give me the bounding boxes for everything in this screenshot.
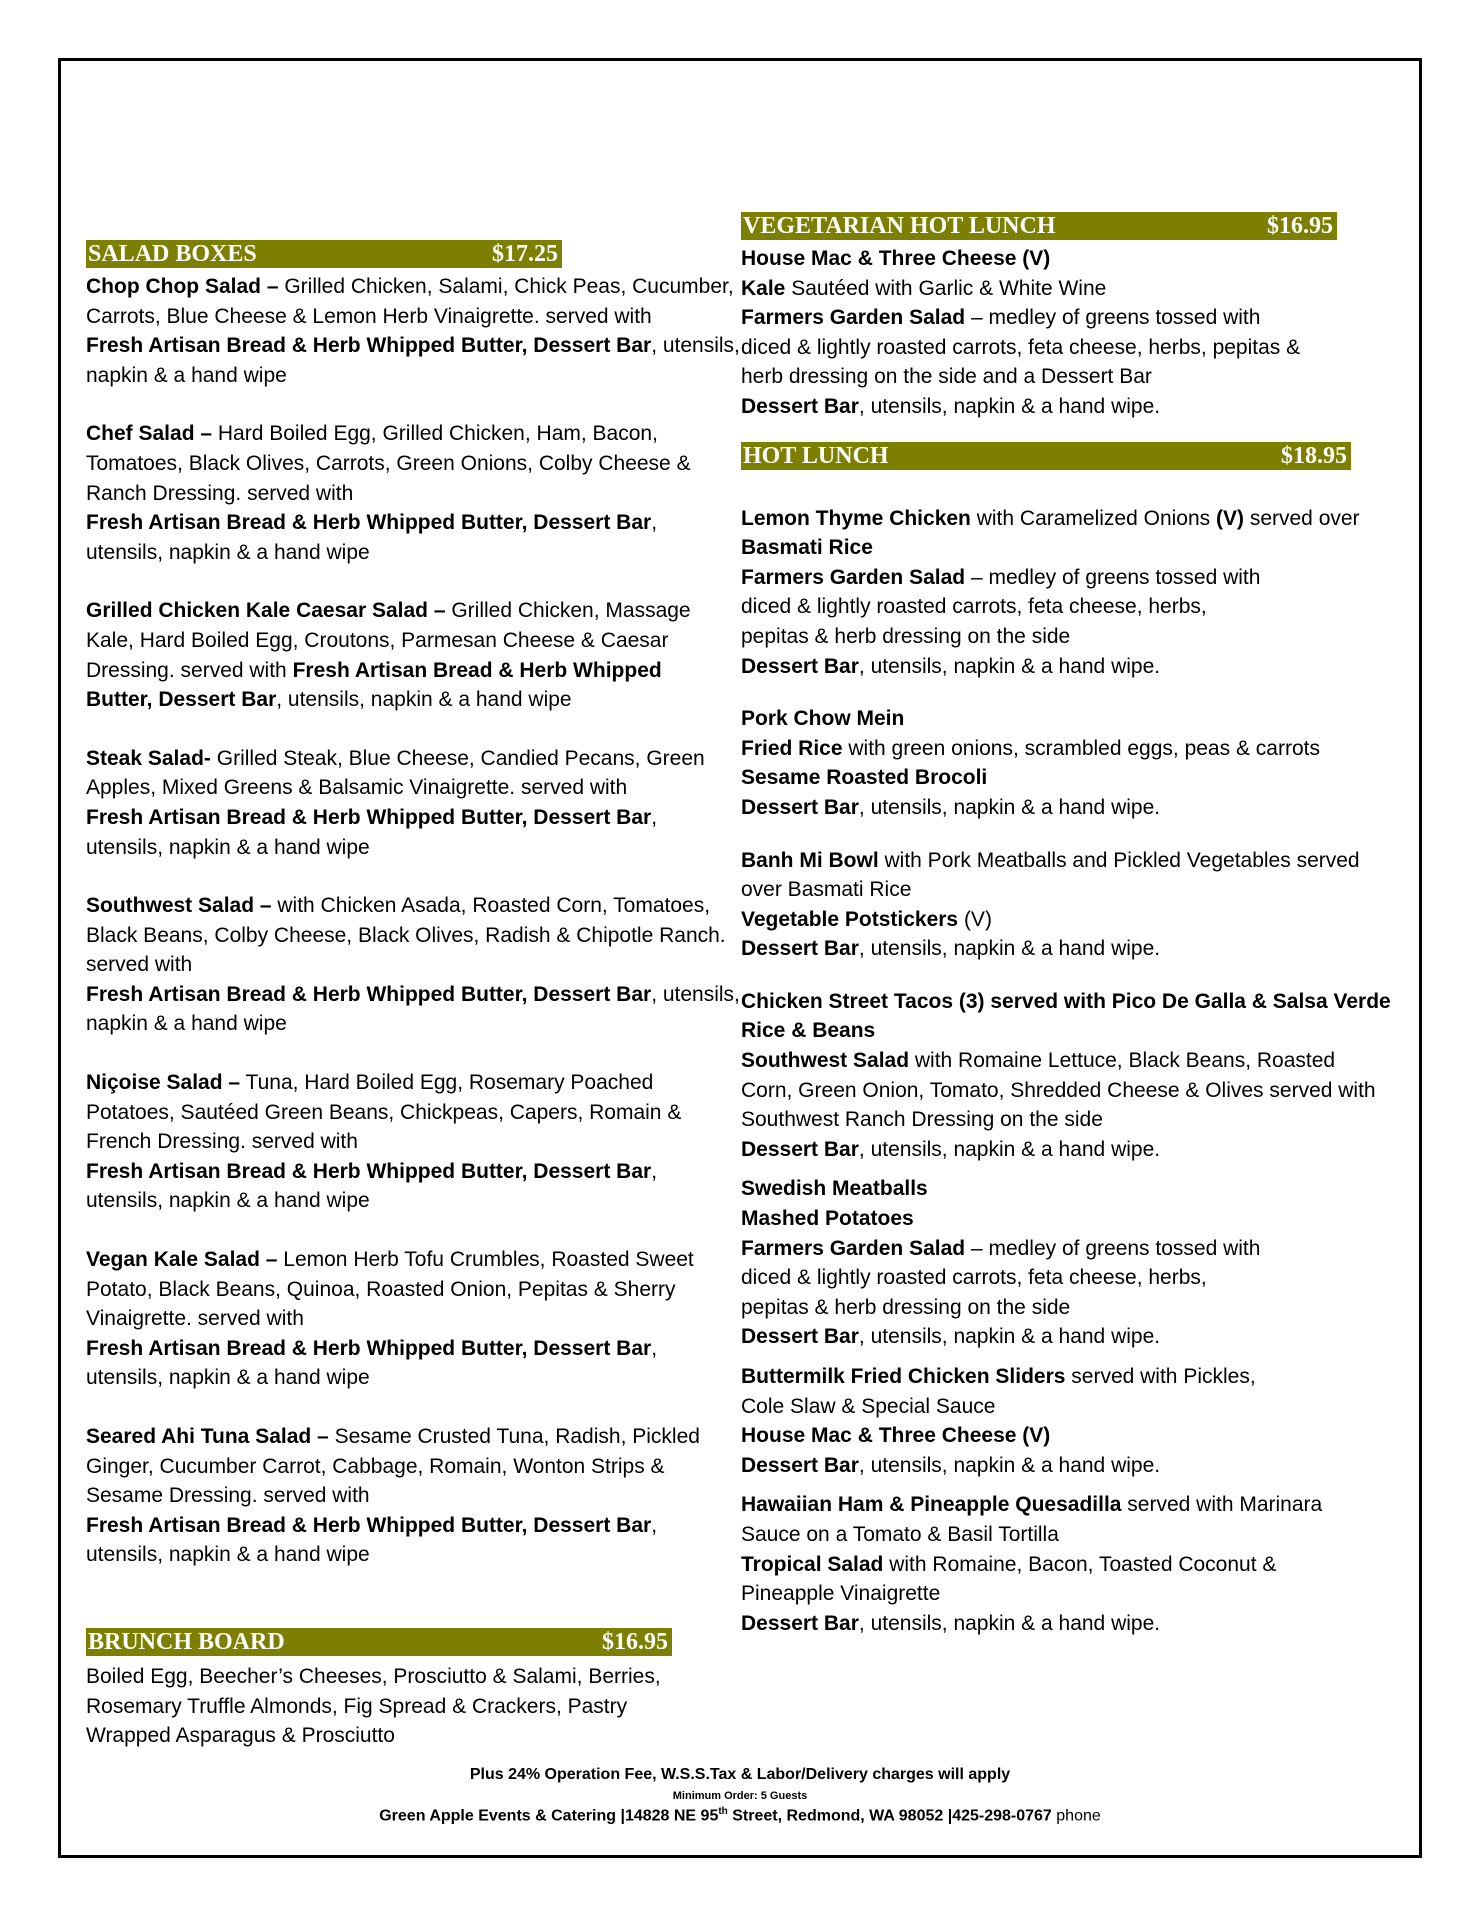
item-side: Rice & Beans — [741, 1019, 876, 1043]
item-desc: Grilled Chicken, Massage Kale, Hard Boiled Egg, Croutons, Parmesan Cheese & Caesar Dressing. served with — [86, 599, 691, 682]
item-name: Southwest Salad – — [86, 894, 272, 918]
item-side: Basmati Rice — [741, 536, 873, 560]
item-side: Sesame Roasted Brocoli — [741, 766, 988, 790]
item-side: Tropical Salad — [741, 1552, 884, 1576]
item-desc: served with Marinara Sauce on a Tomato & Basil Tortilla — [741, 1493, 1323, 1546]
company-phone: Street, Redmond, WA 98052 |425-298-0767 — [727, 1807, 1052, 1825]
footer-minimum-order: Minimum Order: 5 Guests — [672, 1790, 808, 1802]
item-bread: Fresh Artisan Bread & Herb Whipped Butter, Dessert Bar — [86, 1159, 652, 1183]
item-name: Chef Salad – — [86, 422, 213, 446]
item-name: Lemon Thyme Chicken — [741, 506, 971, 530]
item-desc: Grilled Steak, Blue Cheese, Candied Pecans, Green Apples, Mixed Greens & Balsamic Vinaigrette. served with — [86, 746, 705, 800]
section-title: BRUNCH BOARD — [88, 1628, 285, 1655]
dessert-bar: Dessert Bar — [741, 1453, 859, 1477]
brunch-board-header — [86, 1628, 672, 1656]
item-utensils: , utensils, napkin & a hand wipe — [86, 1336, 658, 1390]
menu-item-chef-salad — [86, 419, 726, 567]
phone-label: phone — [1051, 1807, 1101, 1825]
item-side: Vegetable Potstickers — [741, 907, 959, 931]
item-name: Chop Chop Salad – — [86, 275, 279, 298]
item-desc: Hard Boiled Egg, Grilled Chicken, Ham, Bacon, Tomatoes, Black Olives, Carrots, Green Onions, Colby Cheese & Ranch Dressing. served with — [86, 422, 691, 505]
company-address: Green Apple Events & Catering |14828 NE 95 — [379, 1807, 719, 1825]
item-bread: Fresh Artisan Bread & Herb Whipped Butter, Dessert Bar — [86, 1513, 652, 1537]
vegetarian-header — [741, 212, 1337, 240]
hot-lunch-header — [741, 442, 1351, 470]
menu-item-street-tacos — [741, 987, 1401, 1165]
footer-company — [58, 1806, 1422, 1825]
item-name: Niçoise Salad – — [86, 1071, 241, 1095]
menu-item-steak-salad — [86, 744, 726, 862]
dessert-bar: Dessert Bar — [741, 394, 859, 418]
item-utensils: , utensils, napkin & a hand wipe — [276, 688, 572, 712]
menu-item-pork-chow-mein — [741, 704, 1401, 822]
item-bread: Fresh Artisan Bread & Herb Whipped Butter, Dessert Bar — [86, 658, 662, 712]
section-title: SALAD BOXES — [88, 241, 257, 267]
item-desc: with Chicken Asada, Roasted Corn, Tomatoes, Black Beans, Colby Cheese, Black Olives, Radish & Chipotle Ranch. served with — [86, 894, 726, 977]
item-side: Farmers Garden Salad — [741, 1236, 966, 1260]
item-name: Vegan Kale Salad – — [86, 1248, 278, 1272]
item-desc: Lemon Herb Tofu Crumbles, Roasted Sweet Potato, Black Beans, Quinoa, Roasted Onion, Pepitas & Sherry Vinaigrette. served with — [86, 1248, 694, 1331]
item-desc: with Romaine Lettuce, Black Beans, Roasted Corn, Green Onion, Tomato, Shredded Cheese & Olives served with Southwest Ranch Dressing on the side — [741, 1049, 1376, 1132]
menu-item-chop-chop — [86, 272, 766, 390]
item-desc: served over — [1244, 506, 1360, 530]
footer-fees: Plus 24% Operation Fee, W.S.S.Tax & Labor/Delivery charges will apply — [469, 1766, 1011, 1783]
menu-item-swedish-meatballs — [741, 1174, 1401, 1352]
section-title: VEGETARIAN HOT LUNCH — [743, 213, 1056, 239]
item-side: Farmers Garden Salad — [741, 565, 966, 589]
item-name: House Mac & Three Cheese (V) — [741, 247, 1051, 270]
item-utensils: , utensils, napkin & a hand wipe. — [858, 937, 1161, 961]
item-utensils: , utensils, napkin & a hand wipe. — [858, 394, 1161, 418]
item-utensils: , utensils, napkin & a hand wipe. — [858, 1137, 1161, 1161]
salad-boxes-header — [86, 240, 562, 268]
item-name: Chicken Street Tacos (3) served with Pico De Galla & Salsa Verde — [741, 989, 1391, 1013]
item-utensils: , utensils, napkin & a hand wipe — [86, 511, 658, 564]
section-title: HOT LUNCH — [743, 442, 889, 469]
item-side: Mashed Potatoes — [741, 1207, 914, 1231]
menu-item-ahi-tuna — [86, 1422, 716, 1570]
section-price: $18.95 — [1281, 442, 1347, 469]
item-name: Pork Chow Mein — [741, 707, 905, 731]
item-desc: Sesame Crusted Tuna, Radish, Pickled Ginger, Cucumber Carrot, Cabbage, Romain, Wonton Strips & Sesame Dressing. served with — [86, 1425, 700, 1508]
item-desc: Tuna, Hard Boiled Egg, Rosemary Poached Potatoes, Sautéed Green Beans, Chickpeas, Capers, Romain & French Dressing. served with — [86, 1071, 682, 1154]
dessert-bar: Dessert Bar — [741, 1611, 859, 1635]
item-desc: – medley of greens tossed with diced & lightly roasted carrots, feta cheese, herbs, pepitas & herb dressing on the side — [741, 565, 1261, 648]
item-desc: – medley of greens tossed with diced & lightly roasted carrots, feta cheese, herbs, pepitas & herb dressing on the side and a Dessert Bar — [741, 306, 1301, 389]
item-name: Grilled Chicken Kale Caesar Salad – — [86, 599, 446, 623]
brunch-desc: Boiled Egg, Beecher’s Cheeses, Prosciutto & Salami, Berries, Rosemary Truffle Almonds, Fig Spread & Crackers, Pastry Wrapped Asparagus & Prosciutto — [86, 1664, 661, 1748]
section-price: $16.95 — [602, 1628, 668, 1655]
item-desc: with Pork Meatballs and Pickled Vegetables served over Basmati Rice — [741, 848, 1360, 902]
item-utensils: , utensils, napkin & a hand wipe — [86, 1513, 658, 1567]
ordinal-suffix: th — [718, 1806, 728, 1817]
item-bread: Fresh Artisan Bread & Herb Whipped Butter, Dessert Bar — [86, 334, 652, 358]
item-desc: Sautéed with Garlic & White Wine — [785, 276, 1107, 300]
dessert-bar: Dessert Bar — [741, 654, 859, 678]
item-desc: Grilled Chicken, Salami, Chick Peas, Cucumber, Carrots, Blue Cheese & Lemon Herb Vinaigrette. served with — [86, 275, 734, 328]
menu-item-kale-caesar — [86, 596, 706, 714]
item-desc: served with Pickles, Cole Slaw & Special Sauce — [741, 1365, 1256, 1418]
item-name: Swedish Meatballs — [741, 1177, 928, 1201]
item-bread: Fresh Artisan Bread & Herb Whipped Butter, Dessert Bar — [86, 511, 652, 535]
item-name: Kale — [741, 276, 786, 300]
dessert-bar: Dessert Bar — [741, 1325, 859, 1349]
item-bread: Fresh Artisan Bread & Herb Whipped Butter, Dessert Bar — [86, 805, 652, 829]
item-utensils: , utensils, napkin & a hand wipe. — [858, 1325, 1161, 1349]
menu-item-vegan-kale — [86, 1245, 716, 1393]
vegetarian-mark: (V) — [1216, 506, 1244, 530]
menu-item-southwest-salad — [86, 891, 756, 1039]
right-column — [741, 212, 1401, 1638]
menu-item-chicken-sliders — [741, 1362, 1381, 1480]
item-name: Steak Salad- — [86, 746, 211, 770]
item-side: Fried Rice — [741, 736, 843, 760]
menu-item-banh-mi — [741, 846, 1401, 964]
item-desc: with Caramelized Onions — [970, 506, 1216, 530]
menu-item-lemon-thyme — [741, 504, 1401, 682]
item-desc: – medley of greens tossed with diced & lightly roasted carrots, feta cheese, herbs, pepitas & herb dressing on the side — [741, 1236, 1261, 1319]
item-utensils: , utensils, napkin & a hand wipe — [86, 982, 740, 1036]
item-utensils: , utensils, napkin & a hand wipe. — [858, 795, 1161, 819]
item-side: Southwest Salad — [741, 1049, 910, 1073]
dessert-bar: Dessert Bar — [741, 937, 859, 961]
item-name: Buttermilk Fried Chicken Sliders — [741, 1365, 1066, 1388]
section-price: $17.25 — [492, 241, 558, 267]
vegetarian-item — [741, 244, 1301, 422]
item-utensils: , utensils, napkin & a hand wipe. — [858, 1611, 1161, 1635]
item-bread: Fresh Artisan Bread & Herb Whipped Butter, Dessert Bar — [86, 982, 652, 1006]
menu-item-quesadilla — [741, 1490, 1381, 1638]
item-desc: with Romaine, Bacon, Toasted Coconut & Pineapple Vinaigrette — [741, 1552, 1277, 1606]
item-utensils: , utensils, napkin & a hand wipe. — [858, 654, 1161, 678]
item-side: House Mac & Three Cheese (V) — [741, 1424, 1051, 1448]
vegetarian-mark: (V) — [958, 907, 992, 931]
item-utensils: , utensils, napkin & a hand wipe — [86, 334, 740, 387]
item-utensils: , utensils, napkin & a hand wipe. — [858, 1453, 1161, 1477]
item-utensils: , utensils, napkin & a hand wipe — [86, 1159, 658, 1213]
section-price: $16.95 — [1267, 213, 1333, 239]
item-name: Banh Mi Bowl — [741, 848, 879, 872]
item-name: Seared Ahi Tuna Salad – — [86, 1425, 329, 1448]
dessert-bar: Dessert Bar — [741, 795, 859, 819]
dessert-bar: Dessert Bar — [741, 1137, 859, 1161]
menu-item-nicoise-salad — [86, 1068, 716, 1216]
item-side: Farmers Garden Salad — [741, 306, 966, 330]
item-bread: Fresh Artisan Bread & Herb Whipped Butter, Dessert Bar — [86, 1336, 652, 1360]
item-utensils: , utensils, napkin & a hand wipe — [86, 805, 658, 859]
left-column — [86, 240, 746, 1751]
item-desc: with green onions, scrambled eggs, peas & carrots — [842, 736, 1320, 760]
item-name: Hawaiian Ham & Pineapple Quesadilla — [741, 1493, 1122, 1517]
